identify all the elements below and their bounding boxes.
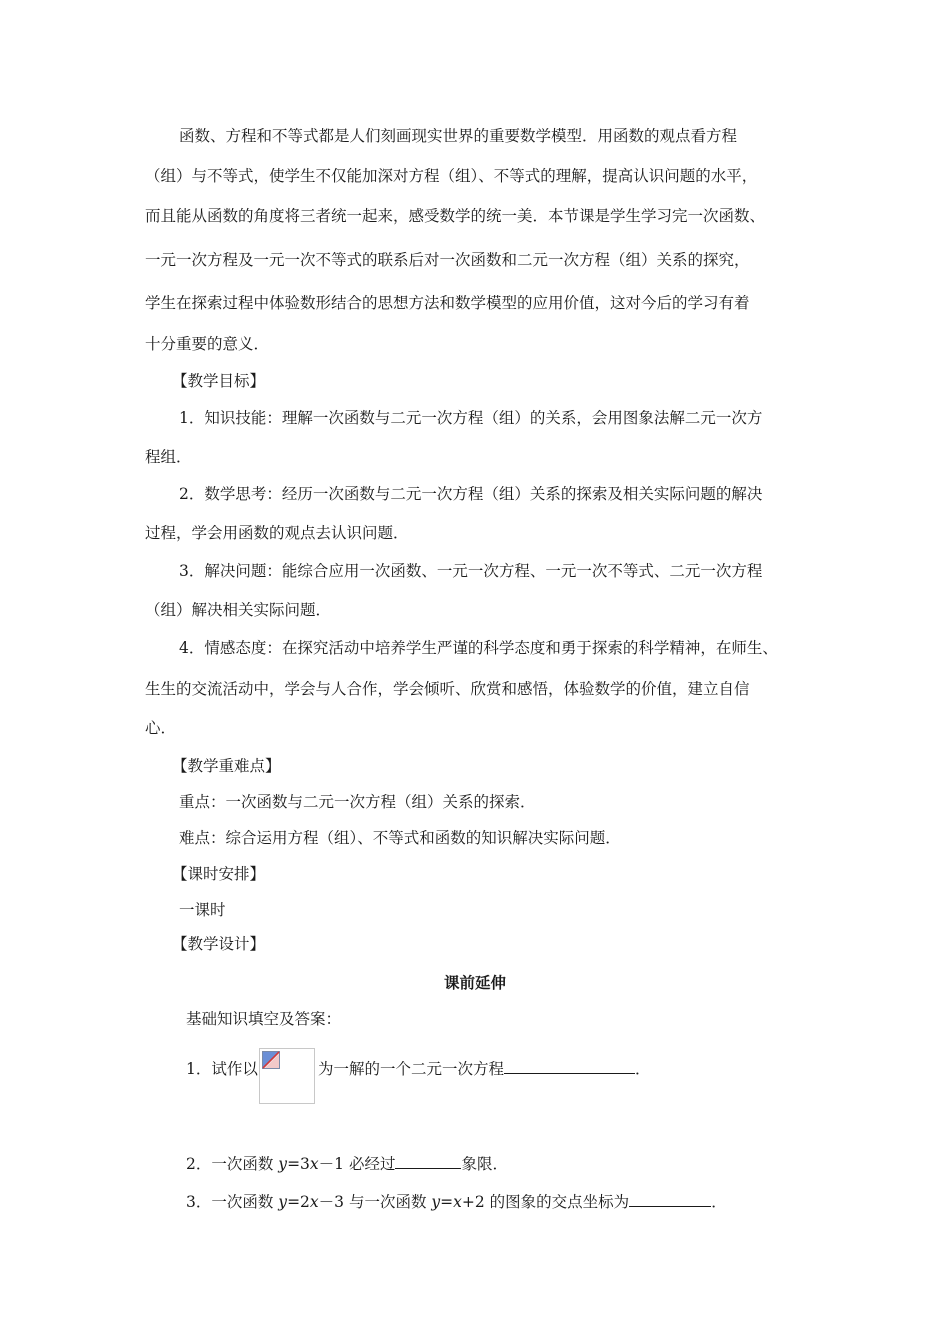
goal-line: 2．数学思考：经历一次函数与二元一次方程（组）关系的探索及相关实际问题的解决: [179, 485, 763, 503]
key-point: 重点：一次函数与二元一次方程（组）关系的探索．: [179, 793, 536, 811]
intro-line: 学生在探索过程中体验数形结合的思想方法和数学模型的应用价值，这对今后的学习有着: [145, 294, 750, 312]
q1-prefix: 1．试作以: [186, 1060, 258, 1078]
section-title: 课前延伸: [443, 974, 506, 992]
schedule-heading: 【课时安排】: [172, 865, 266, 883]
goal-line: （组）解决相关实际问题．: [145, 601, 332, 619]
basics-label: 基础知识填空及答案：: [186, 1010, 342, 1028]
q1-end: ．: [635, 1060, 651, 1078]
q1-answer-blank[interactable]: [504, 1059, 635, 1074]
equation-image-placeholder: [259, 1048, 315, 1104]
intro-line: （组）与不等式，使学生不仅能加深对方程（组）、不等式的理解，提高认识问题的水平，: [145, 167, 758, 185]
key-heading: 【教学重难点】: [172, 757, 281, 775]
intro-line: 函数、方程和不等式都是人们刻画现实世界的重要数学模型．用函数的观点看方程: [179, 127, 738, 145]
goal-line: 过程，学会用函数的观点去认识问题．: [145, 524, 409, 542]
q3-answer-blank[interactable]: [629, 1192, 711, 1207]
design-heading: 【教学设计】: [172, 935, 266, 953]
goal-line: 生生的交流活动中，学会与人合作，学会倾听、欣赏和感悟，体验数学的价值，建立自信: [145, 680, 750, 698]
goal-line: 程组．: [145, 448, 192, 466]
goal-line: 3．解决问题：能综合应用一次函数、一元一次方程、一元一次不等式、二元一次方程: [179, 562, 763, 580]
intro-line: 十分重要的意义．: [145, 335, 270, 353]
q2-answer-blank[interactable]: [395, 1154, 461, 1169]
intro-line: 而且能从函数的角度将三者统一起来，感受数学的统一美．本节课是学生学习完一次函数、: [145, 207, 766, 225]
goal-line: 1．知识技能：理解一次函数与二元一次方程（组）的关系，会用图象法解二元一次方: [179, 409, 763, 427]
goal-line: 4．情感态度：在探究活动中培养学生严谨的科学态度和勇于探索的科学精神，在师生、: [179, 639, 778, 657]
q3-text: 3．一次函数 y=2x－3 与一次函数 y=x+2 的图象的交点坐标为 ．: [186, 1193, 727, 1211]
q1-text: [318, 1059, 651, 1079]
broken-image-icon: [262, 1051, 280, 1069]
q1-suffix: 为一解的一个二元一次方程: [318, 1060, 505, 1078]
goals-heading: 【教学目标】: [172, 372, 266, 390]
intro-line: 一元一次方程及一元一次不等式的联系后对一次函数和二元一次方程（组）关系的探究，: [145, 251, 750, 269]
schedule-text: 一课时: [179, 901, 226, 919]
goal-line: 心．: [145, 719, 177, 737]
q2-text: 2．一次函数 y=3x－1 必经过 象限．: [186, 1155, 508, 1173]
difficult-point: 难点：综合运用方程（组）、不等式和函数的知识解决实际问题．: [179, 829, 621, 847]
